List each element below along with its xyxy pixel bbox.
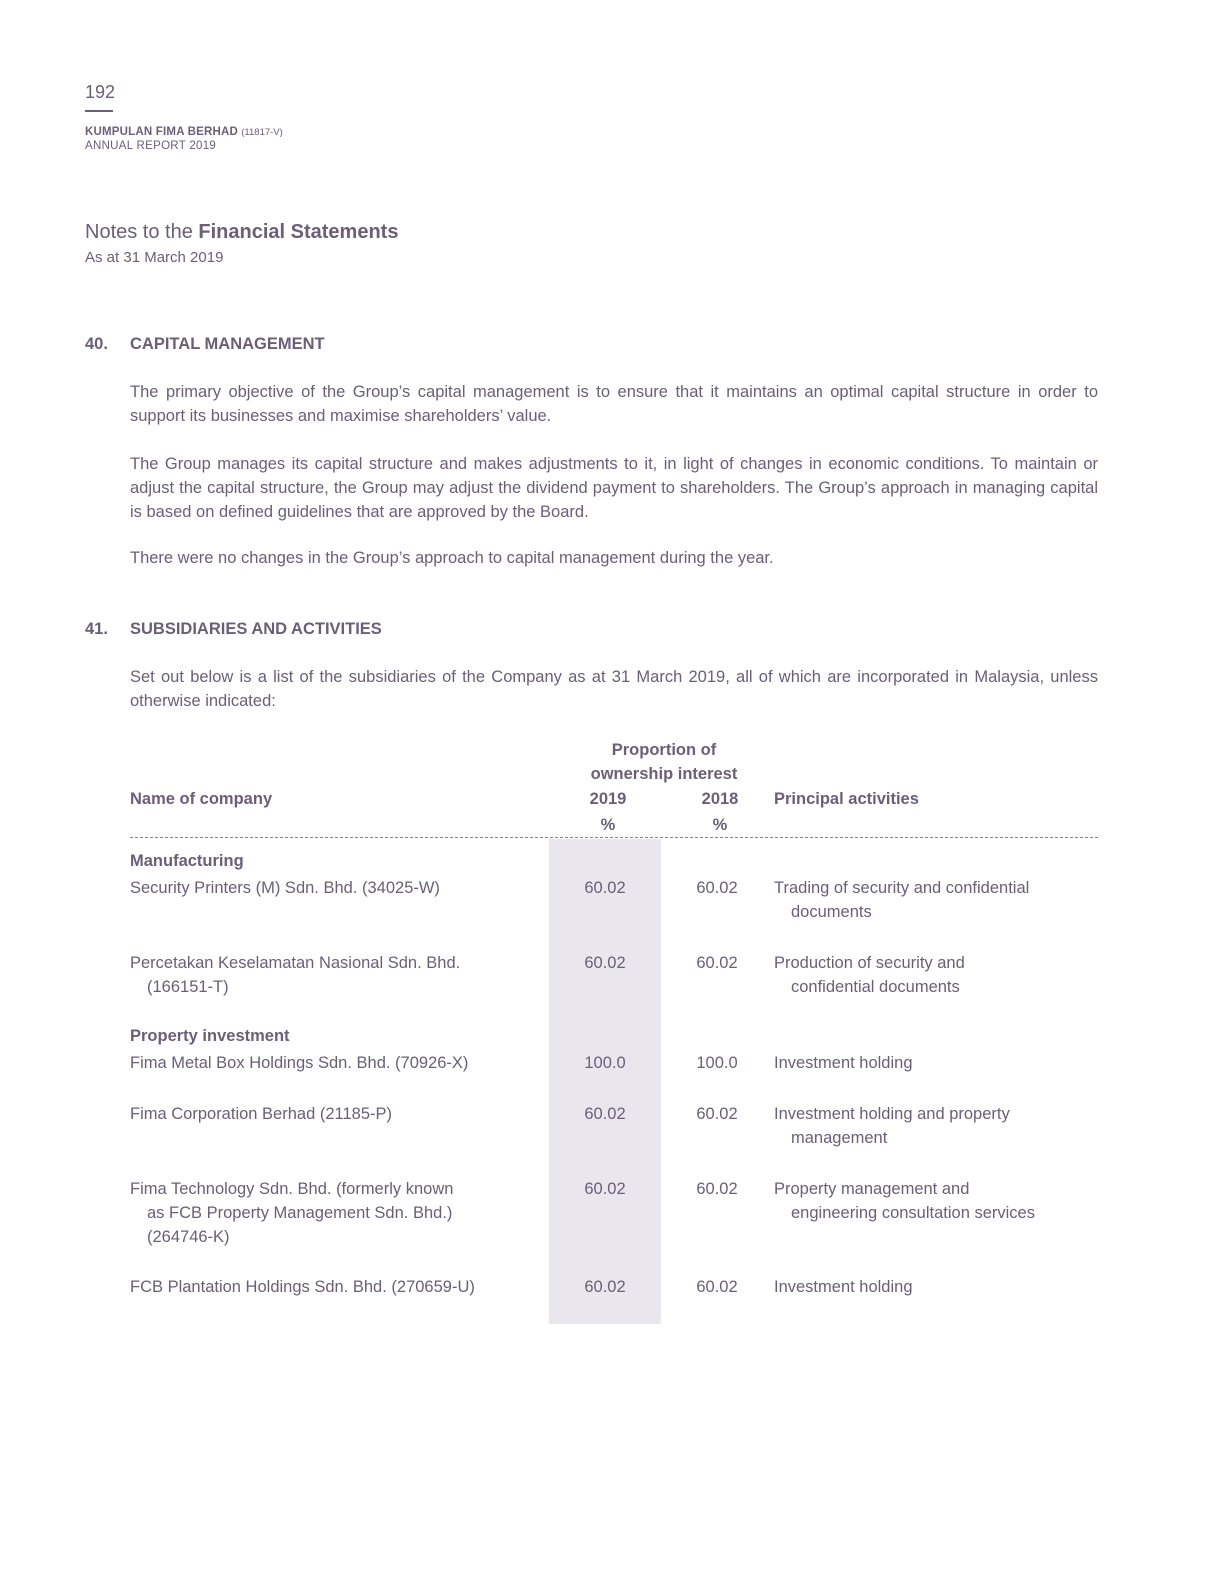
ownership-2019-cell: 60.02 [584,1180,626,1198]
activity-line: management [791,1129,888,1147]
activity-line: documents [791,903,872,921]
activity-cell [774,1177,1104,1225]
section-41-intro: Set out below is a list of the subsidiaries of the Company as at 31 March 2019, all of which are incorporated in Malaysia, unless otherwise indicated: [130,668,1098,710]
year-2018-header: 2018 [701,790,739,808]
category-label: Property investment [130,1027,290,1045]
ownership-2019-cell: 60.02 [584,954,626,972]
page-number: 192 [85,82,116,102]
current-year-column-shading [549,839,661,1324]
activity-line: Investment holding [774,1278,913,1296]
company-line [85,126,283,138]
ownership-header-line1: Proportion of [611,741,717,759]
company-name-cell [130,1177,550,1249]
activity-cell [774,951,1104,999]
company-name-line: Fima Technology Sdn. Bhd. (formerly known [130,1180,454,1198]
company-name-line: (166151-T) [147,978,229,996]
unit-2019-header: % [600,816,616,834]
company-name-cell [130,1051,550,1075]
activity-line: Property management and [774,1180,970,1198]
ownership-2018-cell: 60.02 [696,1180,738,1198]
ownership-2018-cell: 60.02 [696,879,738,897]
activity-line: confidential documents [791,978,960,996]
company-name-line: FCB Plantation Holdings Sdn. Bhd. (270659-U) [130,1278,475,1296]
company-name-cell [130,951,550,999]
activity-cell [774,1275,1104,1299]
page-title-bold: Financial Statements [198,221,399,243]
activity-line: engineering consultation services [791,1204,1035,1222]
page-title-prefix: Notes to the [85,221,193,243]
company-name: KUMPULAN FIMA BERHAD [85,126,239,138]
activity-cell [774,1102,1104,1150]
section-40-number: 40. [85,335,108,353]
section-41-title: SUBSIDIARIES AND ACTIVITIES [130,620,382,638]
company-name-line: Fima Corporation Berhad (21185-P) [130,1105,392,1123]
company-name-cell [130,876,550,900]
report-name: ANNUAL REPORT 2019 [85,140,217,152]
ownership-2018-cell: 100.0 [696,1054,738,1072]
section-40-paragraph-2: The Group manages its capital structure and makes adjustments to it, in light of changes in economic conditions. To maintain or adjust the capital structure, the Group may adjust the dividend payment to shareholders. The Group’s approach in managing capital is based on defined guidelines that are approved by the Board. [130,455,1098,521]
ownership-2018-cell: 60.02 [696,1278,738,1296]
company-reg: (11817-V) [241,127,283,138]
company-name-line: Security Printers (M) Sdn. Bhd. (34025-W) [130,879,440,897]
activity-line: Trading of security and confidential [774,879,1030,897]
activities-column-header: Principal activities [774,790,919,808]
activity-cell [774,1051,1104,1075]
ownership-2019-cell: 60.02 [584,879,626,897]
page-number-rule [85,110,113,112]
section-41-number: 41. [85,620,108,638]
page-subtitle: As at 31 March 2019 [85,249,224,266]
ownership-2018-cell: 60.02 [696,954,738,972]
company-name-line: Fima Metal Box Holdings Sdn. Bhd. (70926-X) [130,1054,469,1072]
name-column-header: Name of company [130,790,273,808]
company-name-cell [130,1275,550,1299]
ownership-2018-cell: 60.02 [696,1105,738,1123]
section-40-paragraph-1: The primary objective of the Group’s capital management is to ensure that it maintains an optimal capital structure in order to support its businesses and maximise shareholders’ value. [130,383,1098,425]
activity-line: Investment holding and property [774,1105,1010,1123]
category-label: Manufacturing [130,852,244,870]
company-name-line: as FCB Property Management Sdn. Bhd.) [147,1204,453,1222]
activity-cell [774,876,1104,924]
company-name-line: Percetakan Keselamatan Nasional Sdn. Bhd. [130,954,461,972]
ownership-2019-cell: 100.0 [584,1054,626,1072]
page-title [85,221,398,244]
year-2019-header: 2019 [589,790,627,808]
unit-2018-header: % [712,816,728,834]
company-name-line: (264746-K) [147,1228,230,1246]
company-name-cell [130,1102,550,1126]
section-40-paragraph-3: There were no changes in the Group’s approach to capital management during the year. [130,549,774,567]
ownership-2019-cell: 60.02 [584,1105,626,1123]
ownership-2019-cell: 60.02 [584,1278,626,1296]
section-40-title: CAPITAL MANAGEMENT [130,335,325,353]
activity-line: Production of security and [774,954,965,972]
activity-line: Investment holding [774,1054,913,1072]
ownership-header-line2: ownership interest [590,765,738,783]
table-header-divider [130,837,1098,838]
